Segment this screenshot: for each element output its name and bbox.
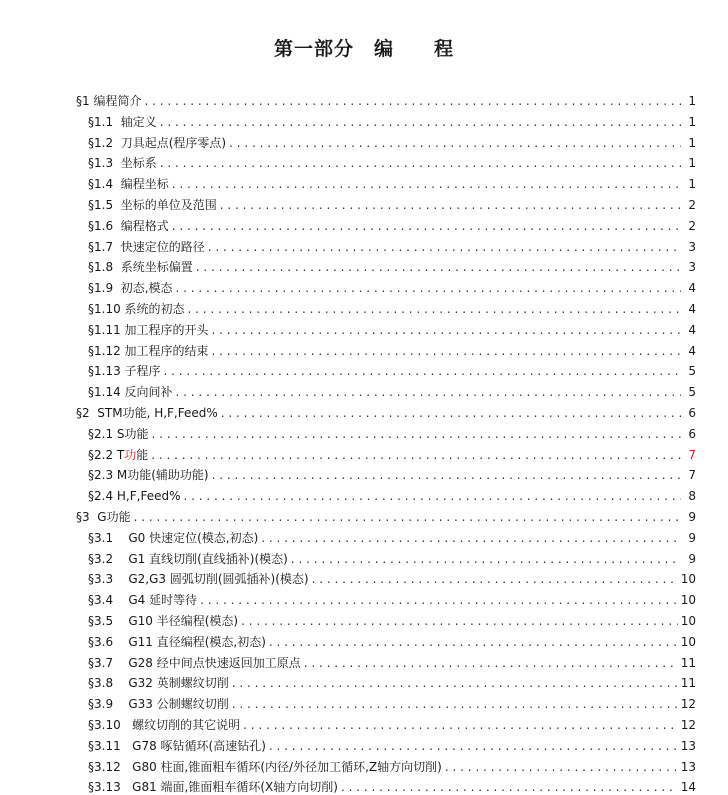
toc-entry[interactable] bbox=[0, 507, 728, 528]
toc-page-number: 6 bbox=[688, 406, 696, 420]
toc-leader-dots bbox=[212, 341, 681, 362]
toc-leader-dots bbox=[445, 757, 678, 778]
toc-entry-label: §2.1 S功能 bbox=[88, 426, 149, 441]
toc-entry-label: §3.12 G80 柱面,锥面粗车循环(内径/外径加工循环,Z轴方向切削) bbox=[88, 759, 442, 774]
toc-page-number: 3 bbox=[688, 239, 696, 254]
toc-page-number: 1 bbox=[688, 94, 696, 108]
toc-entry[interactable] bbox=[0, 299, 728, 320]
toc-entry-label: §3.1 G0 快速定位(模态,初态) bbox=[88, 530, 259, 545]
toc-page-number: 4 bbox=[688, 302, 696, 316]
toc-leader-dots bbox=[176, 278, 681, 299]
toc-entry[interactable] bbox=[0, 257, 728, 278]
toc-page-number: 8 bbox=[688, 489, 696, 504]
page-title: 第一部分 编 程 bbox=[273, 38, 454, 60]
toc-entry-label: §3.11 G78 啄钻循环(高速钻孔) bbox=[88, 738, 266, 753]
toc-leader-dots bbox=[212, 320, 681, 341]
toc-page-number: 11 bbox=[680, 655, 696, 670]
toc-entry[interactable] bbox=[0, 569, 728, 590]
toc-entry-label bbox=[88, 445, 148, 466]
toc-page-number: 9 bbox=[688, 530, 696, 545]
toc-entry-label: §3.8 G32 英制螺纹切削 bbox=[88, 676, 229, 691]
toc-page-number: 13 bbox=[680, 738, 696, 753]
toc-entry-label: §1.5 坐标的单位及范围 bbox=[88, 198, 217, 212]
toc-entry-label: §3.13 G81 端面,锥面粗车循环(X轴方向切削) bbox=[88, 780, 338, 795]
toc-leader-dots bbox=[144, 91, 681, 112]
toc-leader-dots bbox=[212, 465, 681, 486]
toc-entry-label: §2.3 M功能(辅助功能) bbox=[88, 468, 209, 483]
toc-entry-label: §3.7 G28 经中间点快速返回加工原点 bbox=[88, 655, 301, 670]
toc-page-number: 5 bbox=[688, 364, 696, 379]
toc-page-number: 4 bbox=[688, 322, 696, 337]
toc-entry[interactable] bbox=[0, 445, 728, 466]
toc-entry-label: §1.6 编程格式 bbox=[88, 218, 169, 233]
toc-entry[interactable] bbox=[0, 549, 728, 570]
toc-page-number: 9 bbox=[688, 551, 696, 566]
toc-entry-label: §3 G功能 bbox=[76, 510, 131, 524]
toc-entry-label: §1.1 轴定义 bbox=[88, 114, 157, 129]
toc-page-number: 1 bbox=[688, 156, 696, 171]
toc-entry[interactable] bbox=[0, 382, 728, 403]
toc-leader-dots bbox=[208, 237, 681, 258]
toc-page-number: 2 bbox=[688, 198, 696, 212]
toc-page-number: 10 bbox=[680, 634, 696, 649]
toc-entry-label: §1.14 反向间补 bbox=[88, 385, 173, 400]
toc-entry[interactable] bbox=[0, 424, 728, 445]
toc-entry-label: §1.4 编程坐标 bbox=[88, 177, 169, 192]
toc-leader-dots bbox=[172, 174, 681, 195]
toc-leader-dots bbox=[269, 736, 678, 757]
toc-entry-label-part: 能 bbox=[136, 447, 149, 462]
toc-entry-label: §3.5 G10 半径编程(模态) bbox=[88, 614, 239, 628]
toc-leader-dots bbox=[229, 133, 681, 154]
toc-page-number: 3 bbox=[688, 260, 696, 275]
toc-entry-label: §1 编程简介 bbox=[76, 94, 142, 108]
toc-entry[interactable] bbox=[0, 611, 728, 632]
toc-leader-dots bbox=[183, 486, 681, 507]
toc-entry-label: §3.10 螺纹切削的其它说明 bbox=[88, 718, 241, 732]
toc-page-number: 7 bbox=[688, 468, 696, 483]
toc-page-number: 7 bbox=[688, 447, 696, 462]
toc-entry[interactable] bbox=[0, 341, 728, 362]
toc-entry[interactable] bbox=[0, 153, 728, 174]
toc-entry-label: §2.4 H,F,Feed% bbox=[88, 489, 181, 504]
toc-page-number: 9 bbox=[688, 510, 696, 524]
toc-leader-dots bbox=[200, 590, 678, 611]
toc-entry[interactable] bbox=[0, 757, 728, 778]
toc-page-number: 10 bbox=[680, 614, 696, 628]
toc-leader-dots bbox=[243, 715, 678, 736]
toc-page-number: 4 bbox=[688, 281, 696, 296]
toc-page-number: 1 bbox=[688, 177, 696, 192]
toc-page-number: 1 bbox=[688, 135, 696, 150]
toc-leader-dots bbox=[261, 528, 681, 549]
toc-entry[interactable] bbox=[0, 528, 728, 549]
toc-entry[interactable] bbox=[0, 91, 728, 112]
toc-entry[interactable] bbox=[0, 673, 728, 694]
toc-leader-dots bbox=[220, 195, 681, 216]
toc-entry[interactable] bbox=[0, 361, 728, 382]
toc-entry[interactable] bbox=[0, 278, 728, 299]
toc-page-number: 2 bbox=[688, 218, 696, 233]
toc-leader-dots bbox=[134, 507, 681, 528]
toc-entry[interactable] bbox=[0, 632, 728, 653]
toc-entry[interactable] bbox=[0, 320, 728, 341]
toc-leader-dots bbox=[304, 653, 678, 674]
toc-entry-label: §1.3 坐标系 bbox=[88, 156, 157, 171]
toc-page-number: 4 bbox=[688, 343, 696, 358]
toc-leader-dots bbox=[232, 694, 678, 715]
toc-leader-dots bbox=[291, 549, 681, 570]
toc-entry-label: §1.11 加工程序的开头 bbox=[88, 322, 209, 337]
toc-entry-label: §1.9 初态,模态 bbox=[88, 281, 173, 296]
toc-entry[interactable] bbox=[0, 465, 728, 486]
toc-entry-label: §1.12 加工程序的结束 bbox=[88, 343, 209, 358]
toc-leader-dots bbox=[188, 299, 681, 320]
toc-leader-dots bbox=[176, 382, 681, 403]
toc-page-number: 1 bbox=[688, 114, 696, 129]
toc-leader-dots bbox=[312, 569, 678, 590]
toc-page-number: 11 bbox=[680, 676, 696, 691]
toc-entry[interactable] bbox=[0, 237, 728, 258]
toc-leader-dots bbox=[151, 445, 681, 466]
toc-entry-label: §3.3 G2,G3 圆弧切削(圆弧插补)(模态) bbox=[88, 572, 309, 587]
toc-leader-dots bbox=[341, 777, 678, 795]
toc-entry-label: §3.6 G11 直径编程(模态,初态) bbox=[88, 634, 266, 649]
toc-entry[interactable] bbox=[0, 715, 728, 736]
toc-entry-label-part: §2.2 T bbox=[88, 447, 125, 462]
toc-entry-label: §1.7 快速定位的路径 bbox=[88, 239, 205, 254]
toc-leader-dots bbox=[152, 424, 681, 445]
toc-entry-label-highlight: 功 bbox=[124, 447, 137, 462]
toc-page-number: 10 bbox=[680, 593, 696, 608]
toc-leader-dots bbox=[241, 611, 678, 632]
toc-entry-label: §1.10 系统的初态 bbox=[88, 302, 185, 316]
toc-page-number: 6 bbox=[688, 426, 696, 441]
toc-leader-dots bbox=[269, 632, 678, 653]
toc-entry[interactable] bbox=[0, 653, 728, 674]
toc-leader-dots bbox=[172, 216, 681, 237]
toc-entry-label: §2 STM功能, H,F,Feed% bbox=[76, 406, 218, 420]
toc-page-number: 14 bbox=[680, 780, 696, 795]
toc-entry-label: §1.13 子程序 bbox=[88, 364, 161, 379]
toc-leader-dots bbox=[232, 673, 678, 694]
toc-leader-dots bbox=[160, 112, 681, 133]
toc-entry[interactable] bbox=[0, 486, 728, 507]
toc-entry[interactable] bbox=[0, 133, 728, 154]
toc-page-number: 10 bbox=[680, 572, 696, 587]
toc-page-number: 13 bbox=[680, 759, 696, 774]
toc-entry-label: §3.9 G33 公制螺纹切削 bbox=[88, 697, 229, 712]
toc-entry[interactable] bbox=[0, 736, 728, 757]
toc-leader-dots bbox=[196, 257, 681, 278]
toc-entry[interactable] bbox=[0, 195, 728, 216]
toc-page-number: 12 bbox=[680, 697, 696, 712]
toc-entry-label: §3.4 G4 延时等待 bbox=[88, 593, 198, 608]
toc-entry-label: §1.8 系统坐标偏置 bbox=[88, 260, 193, 275]
toc-entry-label: §3.2 G1 直线切削(直线插补)(模态) bbox=[88, 551, 288, 566]
toc-page-number: 12 bbox=[680, 718, 696, 732]
toc-entry[interactable] bbox=[0, 174, 728, 195]
toc-entry[interactable] bbox=[0, 403, 728, 424]
toc-entry[interactable] bbox=[0, 777, 728, 795]
toc-entry[interactable] bbox=[0, 112, 728, 133]
toc-entry-label: §1.2 刀具起点(程序零点) bbox=[88, 135, 227, 150]
toc-entry[interactable] bbox=[0, 216, 728, 237]
toc-page-number: 5 bbox=[688, 385, 696, 400]
toc-leader-dots bbox=[164, 361, 681, 382]
toc-leader-dots bbox=[221, 403, 681, 424]
toc-entry[interactable] bbox=[0, 590, 728, 611]
toc-leader-dots bbox=[160, 153, 681, 174]
toc-entry[interactable] bbox=[0, 694, 728, 715]
